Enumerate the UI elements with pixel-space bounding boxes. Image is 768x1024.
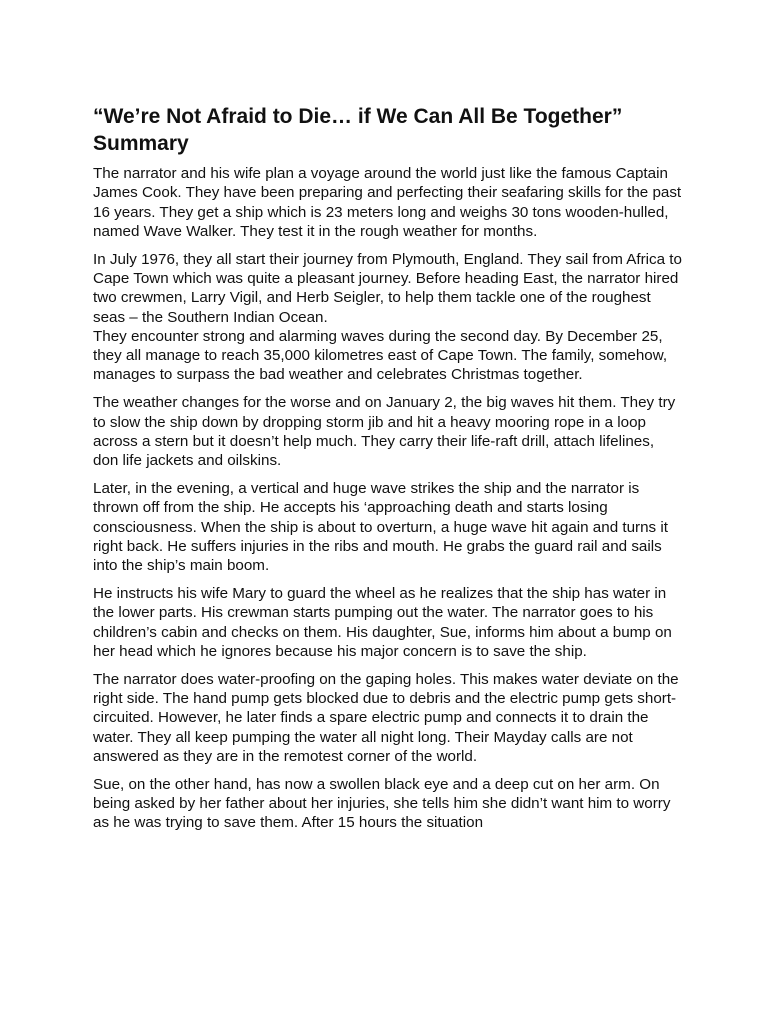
paragraph-5: Later, in the evening, a vertical and huge wave strikes the ship and the narrator is thrown off from the ship. He accepts his ‘approaching death and starts losing consciousness. When the ship is about to overturn, a huge wave hit again and turns it right back. He suffers injuries in the ribs and mouth. He grabs the guard rail and sails into the ship’s main boom. — [93, 479, 668, 575]
paragraph-8: Sue, on the other hand, has now a swollen black eye and a deep cut on her arm. On being asked by her father about her injuries, she tells him she didn’t want him to worry as he was trying to save them. After 15 hours the situation — [93, 775, 671, 832]
title-line-1: “We’re Not Afraid to Die… if We Can All Be Together” — [93, 105, 623, 128]
paragraph-2: In July 1976, they all start their journey from Plymouth, England. They sail from Africa to Cape Town which was quite a pleasant journey. Before heading East, the narrator hired two crewmen, Larry Vigil, and Herb Seigler, to help them tackle one of the roughest seas – the Southern Indian Ocean. — [93, 250, 682, 326]
title-line-2: Summary — [93, 132, 189, 155]
paragraph-1: The narrator and his wife plan a voyage around the world just like the famous Captain James Cook. They have been preparing and perfecting their seafaring skills for the past 16 years. They get a ship which is 23 meters long and weighs 30 tons wooden-hulled, named Wave Walker. They test it in the rough weather for months. — [93, 165, 682, 240]
document-title — [93, 103, 683, 157]
paragraph-7: The narrator does water-proofing on the gaping holes. This makes water deviate on the right side. The hand pump gets blocked due to debris and the electric pump gets short-circuited. However, he later finds a spare electric pump and connects it to drain the water. They all keep pumping the water all night long. Their Mayday calls are not answered as they are in the remotest corner of the world. — [93, 670, 679, 765]
paragraph-3: They encounter strong and alarming waves during the second day. By December 25, they all manage to reach 35,000 kilometres east of Cape Town. The family, somehow, manages to surpass the bad weather and celebrates Christmas together. — [93, 327, 668, 384]
paragraph-6: He instructs his wife Mary to guard the wheel as he realizes that the ship has water in the lower parts. His crewman starts pumping out the water. The narrator goes to his children’s cabin and checks on them. His daughter, Sue, informs him about a bump on her head which he ignores because his major concern is to save the ship. — [93, 584, 672, 660]
paragraph-4: The weather changes for the worse and on January 2, the big waves hit them. They try to slow the ship down by dropping storm jib and hit a heavy mooring rope in a loop across a stern but it doesn’t help much. They carry their life-raft drill, attach lifelines, don life jackets and oilskins. — [93, 394, 676, 470]
document-page — [93, 103, 683, 841]
